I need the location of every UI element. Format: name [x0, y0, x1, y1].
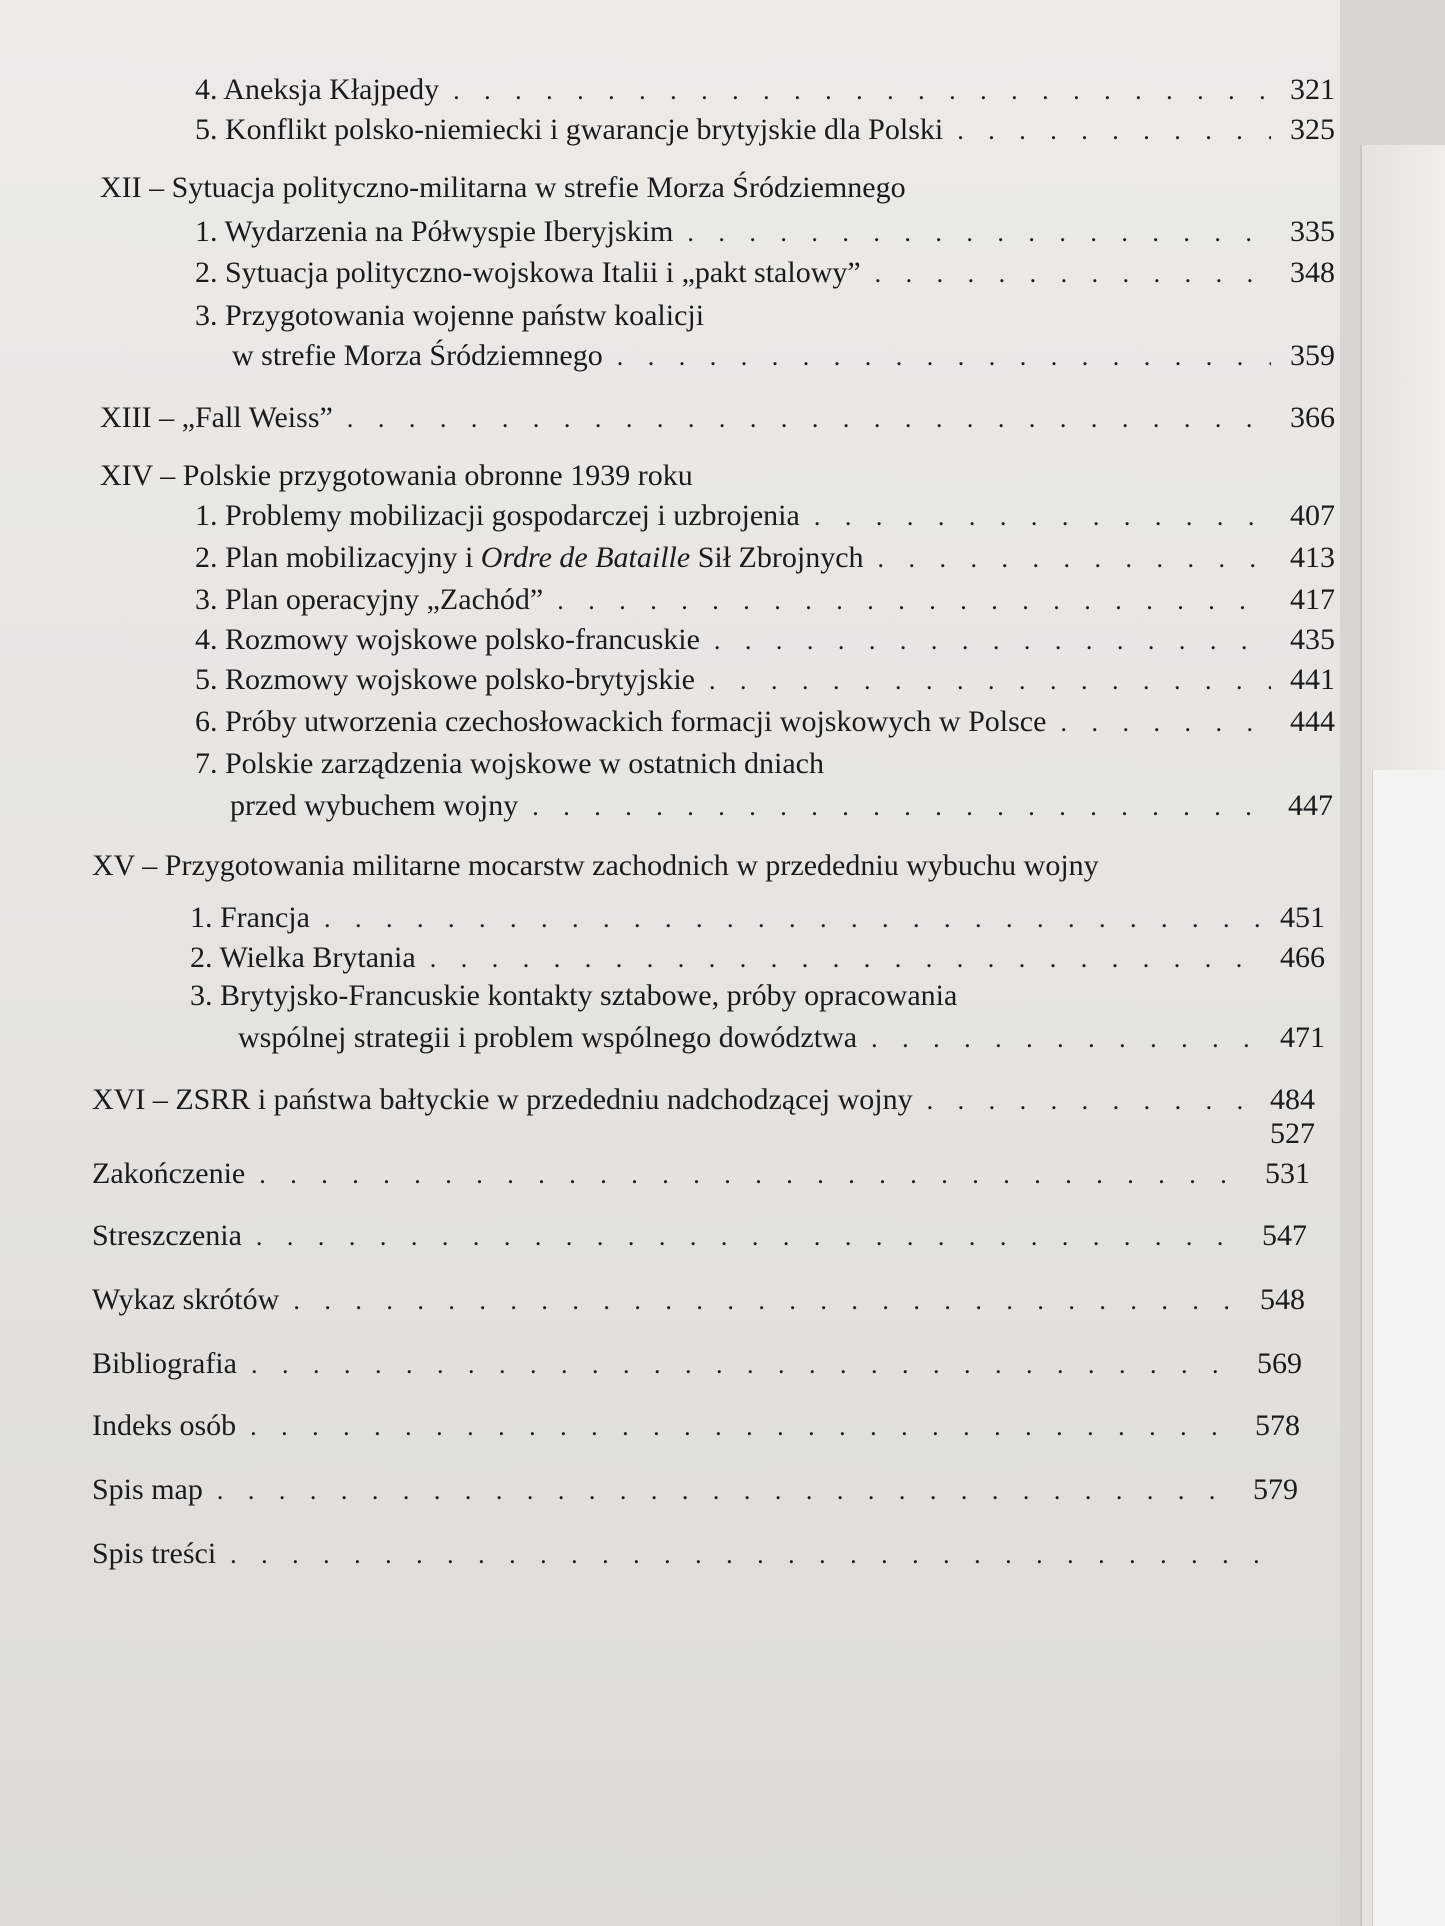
- toc-matter: [92, 1346, 1302, 1383]
- leader-dots: [709, 663, 1271, 699]
- toc-entry-title: 5. Rozmowy wojskowe polsko-brytyjskie: [195, 663, 695, 696]
- toc-entry-title: 2. Sytuacja polityczno-wojskowa Italii i „pakt stalowy”: [195, 256, 861, 289]
- leader-dots: [878, 541, 1271, 577]
- toc-matter-title: Spis treści: [92, 1537, 217, 1570]
- leader-dots: [250, 1409, 1236, 1445]
- toc-entry: [195, 214, 1335, 251]
- toc-page-number: [1100, 1116, 1315, 1152]
- leader-dots: [293, 1283, 1241, 1319]
- toc-matter-page: 579: [1253, 1473, 1298, 1506]
- toc-entry-page: 413: [1290, 541, 1335, 574]
- toc-entry: [190, 978, 1325, 1014]
- toc-entry-page: 441: [1290, 663, 1335, 696]
- toc-entry: [190, 900, 1325, 937]
- leader-dots: [251, 1347, 1238, 1383]
- leader-dots: [259, 1157, 1246, 1193]
- toc-entry-title: 3. Przygotowania wojenne państw koalicji: [195, 299, 705, 332]
- toc-chapter-title: XIII – „Fall Weiss”: [100, 401, 333, 434]
- toc-entry-title: 6. Próby utworzenia czechosłowackich formacji wojskowych w Polsce: [195, 705, 1047, 738]
- toc-entry-continued: [238, 1020, 1325, 1057]
- toc-chapter-title: XV – Przygotowania militarne mocarstw zachodnich w przededniu wybuchu wojny: [92, 849, 1099, 882]
- toc-matter-title: Zakończenie: [92, 1157, 246, 1190]
- toc-matter-page: 531: [1265, 1157, 1310, 1190]
- toc-matter: [92, 1218, 1307, 1255]
- leader-dots: [347, 401, 1271, 437]
- leader-dots: [1060, 705, 1271, 741]
- toc-entry: [195, 72, 1335, 109]
- toc-matter-page: 578: [1255, 1409, 1300, 1442]
- toc-entry-title: 3. Plan operacyjny „Zachód”: [195, 583, 544, 616]
- toc-entry-page: 451: [1280, 901, 1325, 934]
- leader-dots: [871, 1021, 1261, 1057]
- toc-chapter: [100, 400, 1335, 437]
- toc-matter: [92, 1408, 1300, 1445]
- toc-chapter-title: XIV – Polskie przygotowania obronne 1939 roku: [100, 459, 693, 492]
- leader-dots: [430, 941, 1261, 977]
- toc-entry-title: przed wybuchem wojny: [230, 789, 519, 822]
- leader-dots: [324, 901, 1261, 937]
- toc-matter-page: 569: [1257, 1347, 1302, 1380]
- toc-entry: [195, 112, 1335, 149]
- adjacent-page-sheet: [1372, 770, 1445, 1926]
- toc-entry-page: 335: [1290, 215, 1335, 248]
- toc-entry-continued: [230, 788, 1333, 825]
- toc-entry-title: 3. Brytyjsko-Francuskie kontakty sztabowe, próby opracowania: [190, 979, 958, 1012]
- toc-chapter-title: XVI – ZSRR i państwa bałtyckie w przededniu nadchodzącej wojny: [92, 1083, 913, 1116]
- toc-matter: [92, 1282, 1305, 1319]
- toc-matter-page: 547: [1262, 1219, 1307, 1252]
- toc-entry-page: 435: [1290, 623, 1335, 656]
- leader-dots: [557, 583, 1271, 619]
- leader-dots: [714, 623, 1271, 659]
- toc-entry-title: 4. Aneksja Kłajpedy: [195, 73, 440, 106]
- leader-dots: [814, 499, 1271, 535]
- toc-chapter-page: 484: [1270, 1083, 1315, 1116]
- toc-chapter-title: XII – Sytuacja polityczno-militarna w strefie Morza Śródziemnego: [100, 171, 906, 204]
- toc-entry: [195, 662, 1335, 699]
- leader-dots: [532, 789, 1269, 825]
- toc-entry: [195, 498, 1335, 535]
- toc-entry-title-part: 2. Plan mobilizacyjny i: [195, 541, 481, 574]
- toc-entry: [195, 746, 1335, 782]
- toc-entry: [195, 255, 1335, 292]
- leader-dots: [217, 1473, 1234, 1509]
- toc-matter: [92, 1472, 1298, 1509]
- toc-entry: [190, 940, 1325, 977]
- toc-entry-page: 321: [1290, 73, 1335, 106]
- toc-entry-title-italic: Ordre de Bataille: [480, 541, 691, 574]
- toc-matter: [92, 1536, 1282, 1573]
- toc-matter-title: Wykaz skrótów: [92, 1283, 280, 1316]
- leader-dots: [230, 1537, 1268, 1573]
- toc-entry: [195, 540, 1335, 577]
- toc-entry-page: 466: [1280, 941, 1325, 974]
- toc-entry: [195, 298, 1335, 334]
- toc-entry-title: [195, 540, 864, 576]
- toc-entry-title: 1. Wydarzenia na Półwyspie Iberyjskim: [195, 215, 674, 248]
- toc-matter-title: Bibliografia: [92, 1347, 237, 1380]
- toc-entry-title: 4. Rozmowy wojskowe polsko-francuskie: [195, 623, 700, 656]
- toc-matter: [92, 1156, 1310, 1193]
- toc-entry-title: w strefie Morza Śródziemnego: [232, 339, 603, 372]
- toc-entry-page: 447: [1288, 789, 1333, 822]
- toc-entry-page: 359: [1290, 339, 1335, 372]
- toc-entry-page: 444: [1290, 705, 1335, 738]
- toc-entry-page: 325: [1290, 113, 1335, 146]
- toc-entry-page: 471: [1280, 1021, 1325, 1054]
- toc-entry-page: 407: [1290, 499, 1335, 532]
- toc-entry: [195, 704, 1335, 741]
- toc-entry-page: 417: [1290, 583, 1335, 616]
- toc-chapter-page: 366: [1290, 401, 1335, 434]
- leader-dots: [875, 256, 1271, 292]
- toc-entry-title-part: Sił Zbrojnych: [690, 541, 864, 574]
- toc-chapter: [92, 1082, 1315, 1119]
- toc-entry-continued: [232, 338, 1335, 375]
- toc-entry-title: 1. Francja: [190, 901, 310, 934]
- toc-chapter: [92, 848, 1327, 884]
- toc-entry-title: 7. Polskie zarządzenia wojskowe w ostatnich dniach: [195, 747, 824, 780]
- toc-matter-title: Streszczenia: [92, 1219, 242, 1252]
- toc-entry: [195, 582, 1335, 619]
- toc-page-only: 527: [1270, 1117, 1315, 1150]
- toc-matter-page: 548: [1260, 1283, 1305, 1316]
- leader-dots: [957, 113, 1271, 149]
- leader-dots: [617, 339, 1271, 375]
- toc-entry-title: wspólnej strategii i problem wspólnego dowództwa: [238, 1021, 858, 1054]
- toc-matter-title: Spis map: [92, 1473, 203, 1506]
- toc-chapter: [100, 458, 1335, 494]
- toc-entry: [195, 622, 1335, 659]
- toc-entry-title: 5. Konflikt polsko-niemiecki i gwarancje brytyjskie dla Polski: [195, 113, 944, 146]
- toc-entry-page: 348: [1290, 256, 1335, 289]
- toc-entry-title: 2. Wielka Brytania: [190, 941, 416, 974]
- leader-dots: [927, 1083, 1251, 1119]
- leader-dots: [256, 1219, 1243, 1255]
- leader-dots: [453, 73, 1271, 109]
- leader-dots: [687, 215, 1271, 251]
- toc-matter-title: Indeks osób: [92, 1409, 237, 1442]
- toc-chapter: [100, 170, 1335, 206]
- toc-entry-title: 1. Problemy mobilizacji gospodarczej i uzbrojenia: [195, 499, 800, 532]
